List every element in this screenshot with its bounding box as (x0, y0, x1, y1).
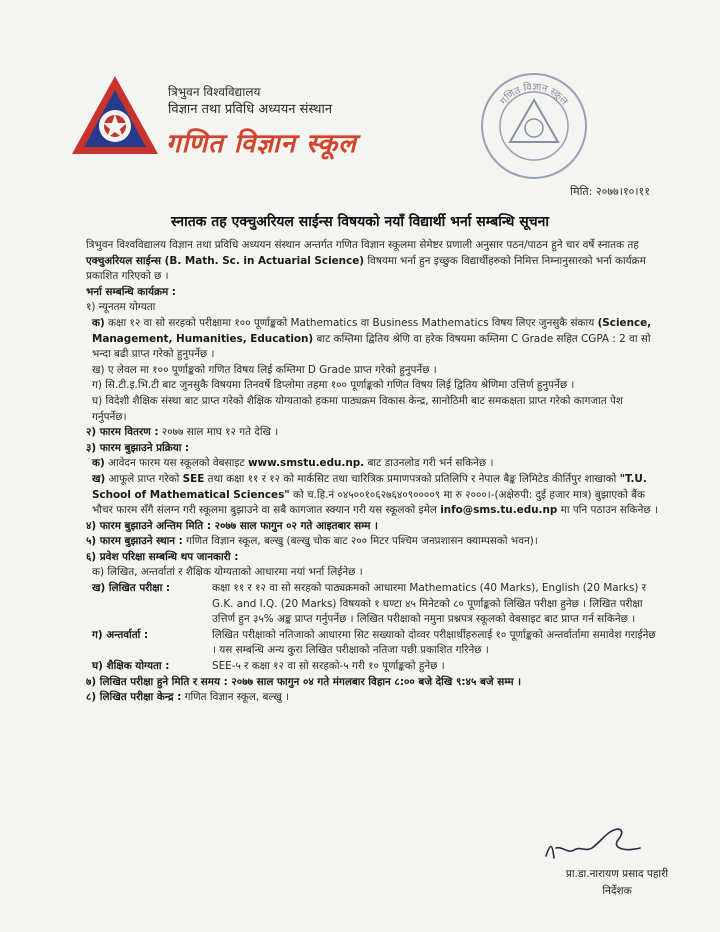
institute-name: विज्ञान तथा प्रविधि अध्ययन संस्थान (168, 102, 333, 117)
svg-text:गणित विज्ञान स्कूल (498, 81, 569, 107)
s4: ४) फारम बुझाउने अन्तिम मिति : २०७७ साल फागुन ०२ गते आइतबार सम्म । (86, 519, 378, 532)
notice-body (86, 238, 660, 706)
university-name: त्रिभुवन विश्वविद्यालय (168, 85, 261, 99)
s1-c: ग) सि.टी.इ.भि.टी बाट जुनसुकै विषयमा तिनवर्षे डिप्लोमा तहमा १०० पूर्णाङ्कको गणित विषय लिई द्वितिय श्रेणिमा उत्तिर्ण हुनुपर्नेछ । (92, 379, 575, 392)
tu-logo-icon (70, 74, 160, 158)
s6-c: ग) अन्तर्वार्ता : लिखित परीक्षाको नतिजाको आधारमा सिट सख्याको दोव्वर परीक्षार्थीहरुलाई १० पूर्णाङ्कको अन्तर्वार्तामा समावेश गराईनेछ । यस सम्बन्धि अन्य कुरा लिखित परीक्षाको नतिजा पछी प्रकाशित गरिनेछ । (92, 628, 656, 657)
s3-heading: ३) फारम बुझाउने प्रक्रिया : (86, 441, 190, 454)
school-seal-icon (478, 70, 590, 182)
signer-title: निर्देशक (602, 885, 632, 897)
s3-b: ख) आफूले प्राप्त गरेको SEE तथा कक्षा ११ र १२ को मार्कसिट तथा चारित्रिक प्रमाणपत्रको प्रतिलिपि र नेपाल बैङ्क लिमिटेड कीर्तिपुर शाखाको "T.U. School of Mathematical Sciences" को च.हि.नं ०४५००१०६२७६४०९००००९ मा रु २०००।-(अक्षेरुपी: दुई हजार मात्र) बुझाएको बैंक भौचर फारम सँगै संलग्न गरी स्कूलमा बुझाउने वा सबै कागजात स्क्यान गरी यस स्कूलको इमेल info@sms.tu.edu.np मा पनि पठाउन सकिनेछ । (92, 472, 658, 517)
s7: ७) लिखित परीक्षा हुने मिति र समय : २०७७ साल फागुन ०४ गते मंगलबार विहान ८:०० बजे देखि ९:४५ बजे सम्म । (86, 675, 522, 688)
s6-d: घ) शैक्षिक योग्यता : SEE-५ र कक्षा १२ वा सो सरहको-५ गरी १० पूर्णाङ्कको हुनेछ । (92, 660, 445, 673)
institution-block (168, 84, 332, 118)
s6-b: ख) लिखित परीक्षा : कक्षा ११ र १२ वा सो सरहको पाठ्यक्रमको आधारमा Mathematics (40 Marks), English (20 Marks) र G.K. and I.Q. (20 Marks) विषयको १ घण्टा ४५ मिनेटको ८० पूर्णाङ्कको लिखित परीक्षा हुनेछ । लिखित परीक्षा उत्तिर्ण हुन ३५% अङ्क प्राप्त गर्नुपर्नेछ । लिखित परीक्षाको नमुना प्रश्नपत्र स्कूलको वेबसाइट बाट प्राप्त गर्न सकिनेछ । (92, 582, 646, 626)
signer-name: प्रा.डा.नारायण प्रसाद पहारी (565, 868, 669, 880)
s6-heading: ६) प्रवेश परिक्षा सम्बन्धि थप जानकारी : (86, 550, 239, 563)
website-link[interactable]: www.smstu.edu.np. (247, 457, 365, 470)
s1-heading: १) न्यूनतम योग्यता (86, 301, 156, 314)
notice-subject: स्नातक तह एक्चुअरियल साईन्स विषयको नयाँ विद्यार्थी भर्ना सम्बन्धि सूचना (170, 214, 550, 230)
s1-d: घ) विदेशी शैक्षिक संस्था बाट प्राप्त गरेको शैक्षिक योग्यताको हकमा पाठ्यक्रम विकास केन्द्र, सानोठिमी बाट समकक्षता प्राप्त गरेको कागजात पेश गर्नुपर्नेछ। (92, 394, 623, 423)
s8: ८) लिखित परीक्षा केन्द्र : गणित विज्ञान स्कूल, बल्खु । (86, 691, 289, 704)
s5: ५) फारम बुझाउने स्थान : गणित विज्ञान स्कूल, बल्खु (बल्खु चोक बाट २०० मिटर पश्चिम जनप्रशासन क्याम्पसको भवन)। (86, 535, 538, 548)
intro-paragraph: त्रिभुवन विश्वविद्यालय विज्ञान तथा प्रविधि अध्ययन संस्थान अन्तर्गत गणित विज्ञान स्कूलमा सेमेष्टर प्रणाली अनुसार पठन/पाठन हुने चार वर्षे स्नातक तह एक्चुअरियल साईन्स (B. Math. Sc. in Actuarial Science) विषयमा भर्ना हुन इच्छुक विद्यार्थीहरुको निमित्त निम्नानुसारको भर्ना कार्यक्रम प्रकाशित गरिएको छ । (86, 239, 646, 283)
seal-text: गणित विज्ञान स्कूल (498, 81, 570, 108)
director-signature (540, 818, 650, 866)
s2: २) फारम वितरण : २०७७ साल माघ १२ गते देखि । (86, 426, 279, 439)
email-link[interactable]: info@sms.tu.edu.np (440, 504, 558, 517)
program-heading: भर्ना सम्बन्धि कार्यक्रम : (86, 285, 176, 298)
school-name: गणित विज्ञान स्कूल (166, 129, 357, 159)
s6-a: क) लिखित, अन्तर्वातां र शैक्षिक योग्यताको आधारमा नयां भर्ना लिईनेछ । (92, 566, 363, 579)
signer-block (562, 866, 672, 900)
notice-date: मिति: २०७७।१०।११ (570, 185, 650, 198)
s3-a: क) आवेदन फारम यस स्कूलको वेबसाइट www.smstu.edu.np. बाट डाउनलोड गरी भर्न सकिनेछ । (92, 457, 494, 470)
s1-a: क) कक्षा १२ वा सो सरहको परीक्षामा १०० पूर्णाङ्कको Mathematics वा Business Mathematics विषय लिएर जुनसुकै संकाय (Science, Management, Humanities, Education) बाट कम्तिमा द्वितिय श्रेणि वा हरेक विषयमा कम्तिमा C Grade सहित CGPA : 2 वा सो भन्दा बढी प्राप्त गरेको हुनुपर्नेछ । (92, 316, 652, 361)
s1-b: ख) ए लेवल मा १०० पूर्णाङ्कको गणित विषय लिई कम्तिमा D Grade प्राप्त गरेको हुनुपर्नेछ । (92, 363, 437, 376)
